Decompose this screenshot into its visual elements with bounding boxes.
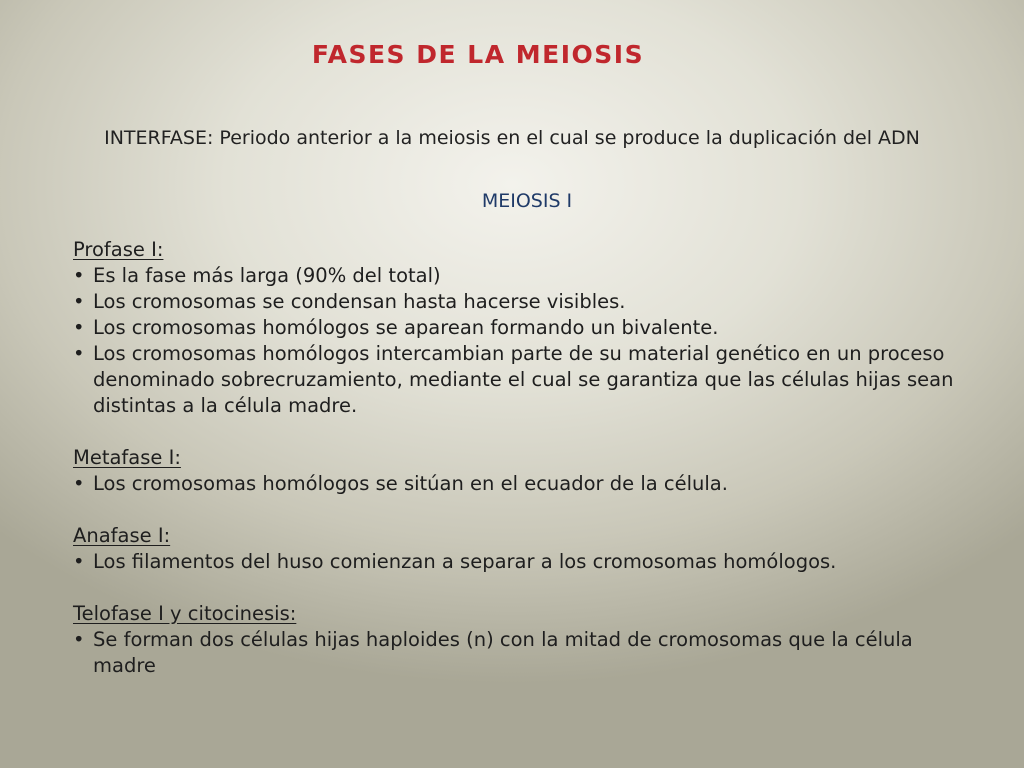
bullet-item: • Es la fase más larga (90% del total) — [73, 263, 973, 289]
section-heading-meiosis-i: MEIOSIS I — [481, 190, 573, 212]
bullet-list — [73, 549, 973, 575]
bullet-list — [73, 471, 973, 497]
phase-title: Metafase I: — [73, 446, 181, 469]
phase-telofase — [73, 601, 973, 679]
bullet-item: • Los cromosomas se condensan hasta hacerse visibles. — [73, 289, 973, 315]
phase-metafase — [73, 445, 973, 497]
phase-title: Profase I: — [73, 238, 164, 261]
phase-profase — [73, 237, 973, 419]
bullet-item: • Se forman dos células hijas haploides (n) con la mitad de cromosomas que la célula madre — [73, 627, 973, 679]
phases-content — [73, 237, 973, 679]
bullet-list — [73, 263, 973, 419]
phase-anafase — [73, 523, 973, 575]
phase-title: Anafase I: — [73, 524, 171, 547]
slide-title: FASES DE LA MEIOSIS — [311, 40, 645, 69]
bullet-item: • Los cromosomas homólogos intercambian parte de su material genético en un proceso denominado sobrecruzamiento, mediante el cual se garantiza que las células hijas sean distintas a la célula madre. — [73, 341, 973, 419]
interfase-intro: INTERFASE: Periodo anterior a la meiosis en el cual se produce la duplicación del ADN — [104, 127, 920, 149]
bullet-item: • Los cromosomas homólogos se sitúan en el ecuador de la célula. — [73, 471, 973, 497]
bullet-item: • Los cromosomas homólogos se aparean formando un bivalente. — [73, 315, 973, 341]
bullet-list — [73, 627, 973, 679]
phase-title: Telofase I y citocinesis: — [73, 602, 297, 625]
bullet-item: • Los filamentos del huso comienzan a separar a los cromosomas homólogos. — [73, 549, 973, 575]
